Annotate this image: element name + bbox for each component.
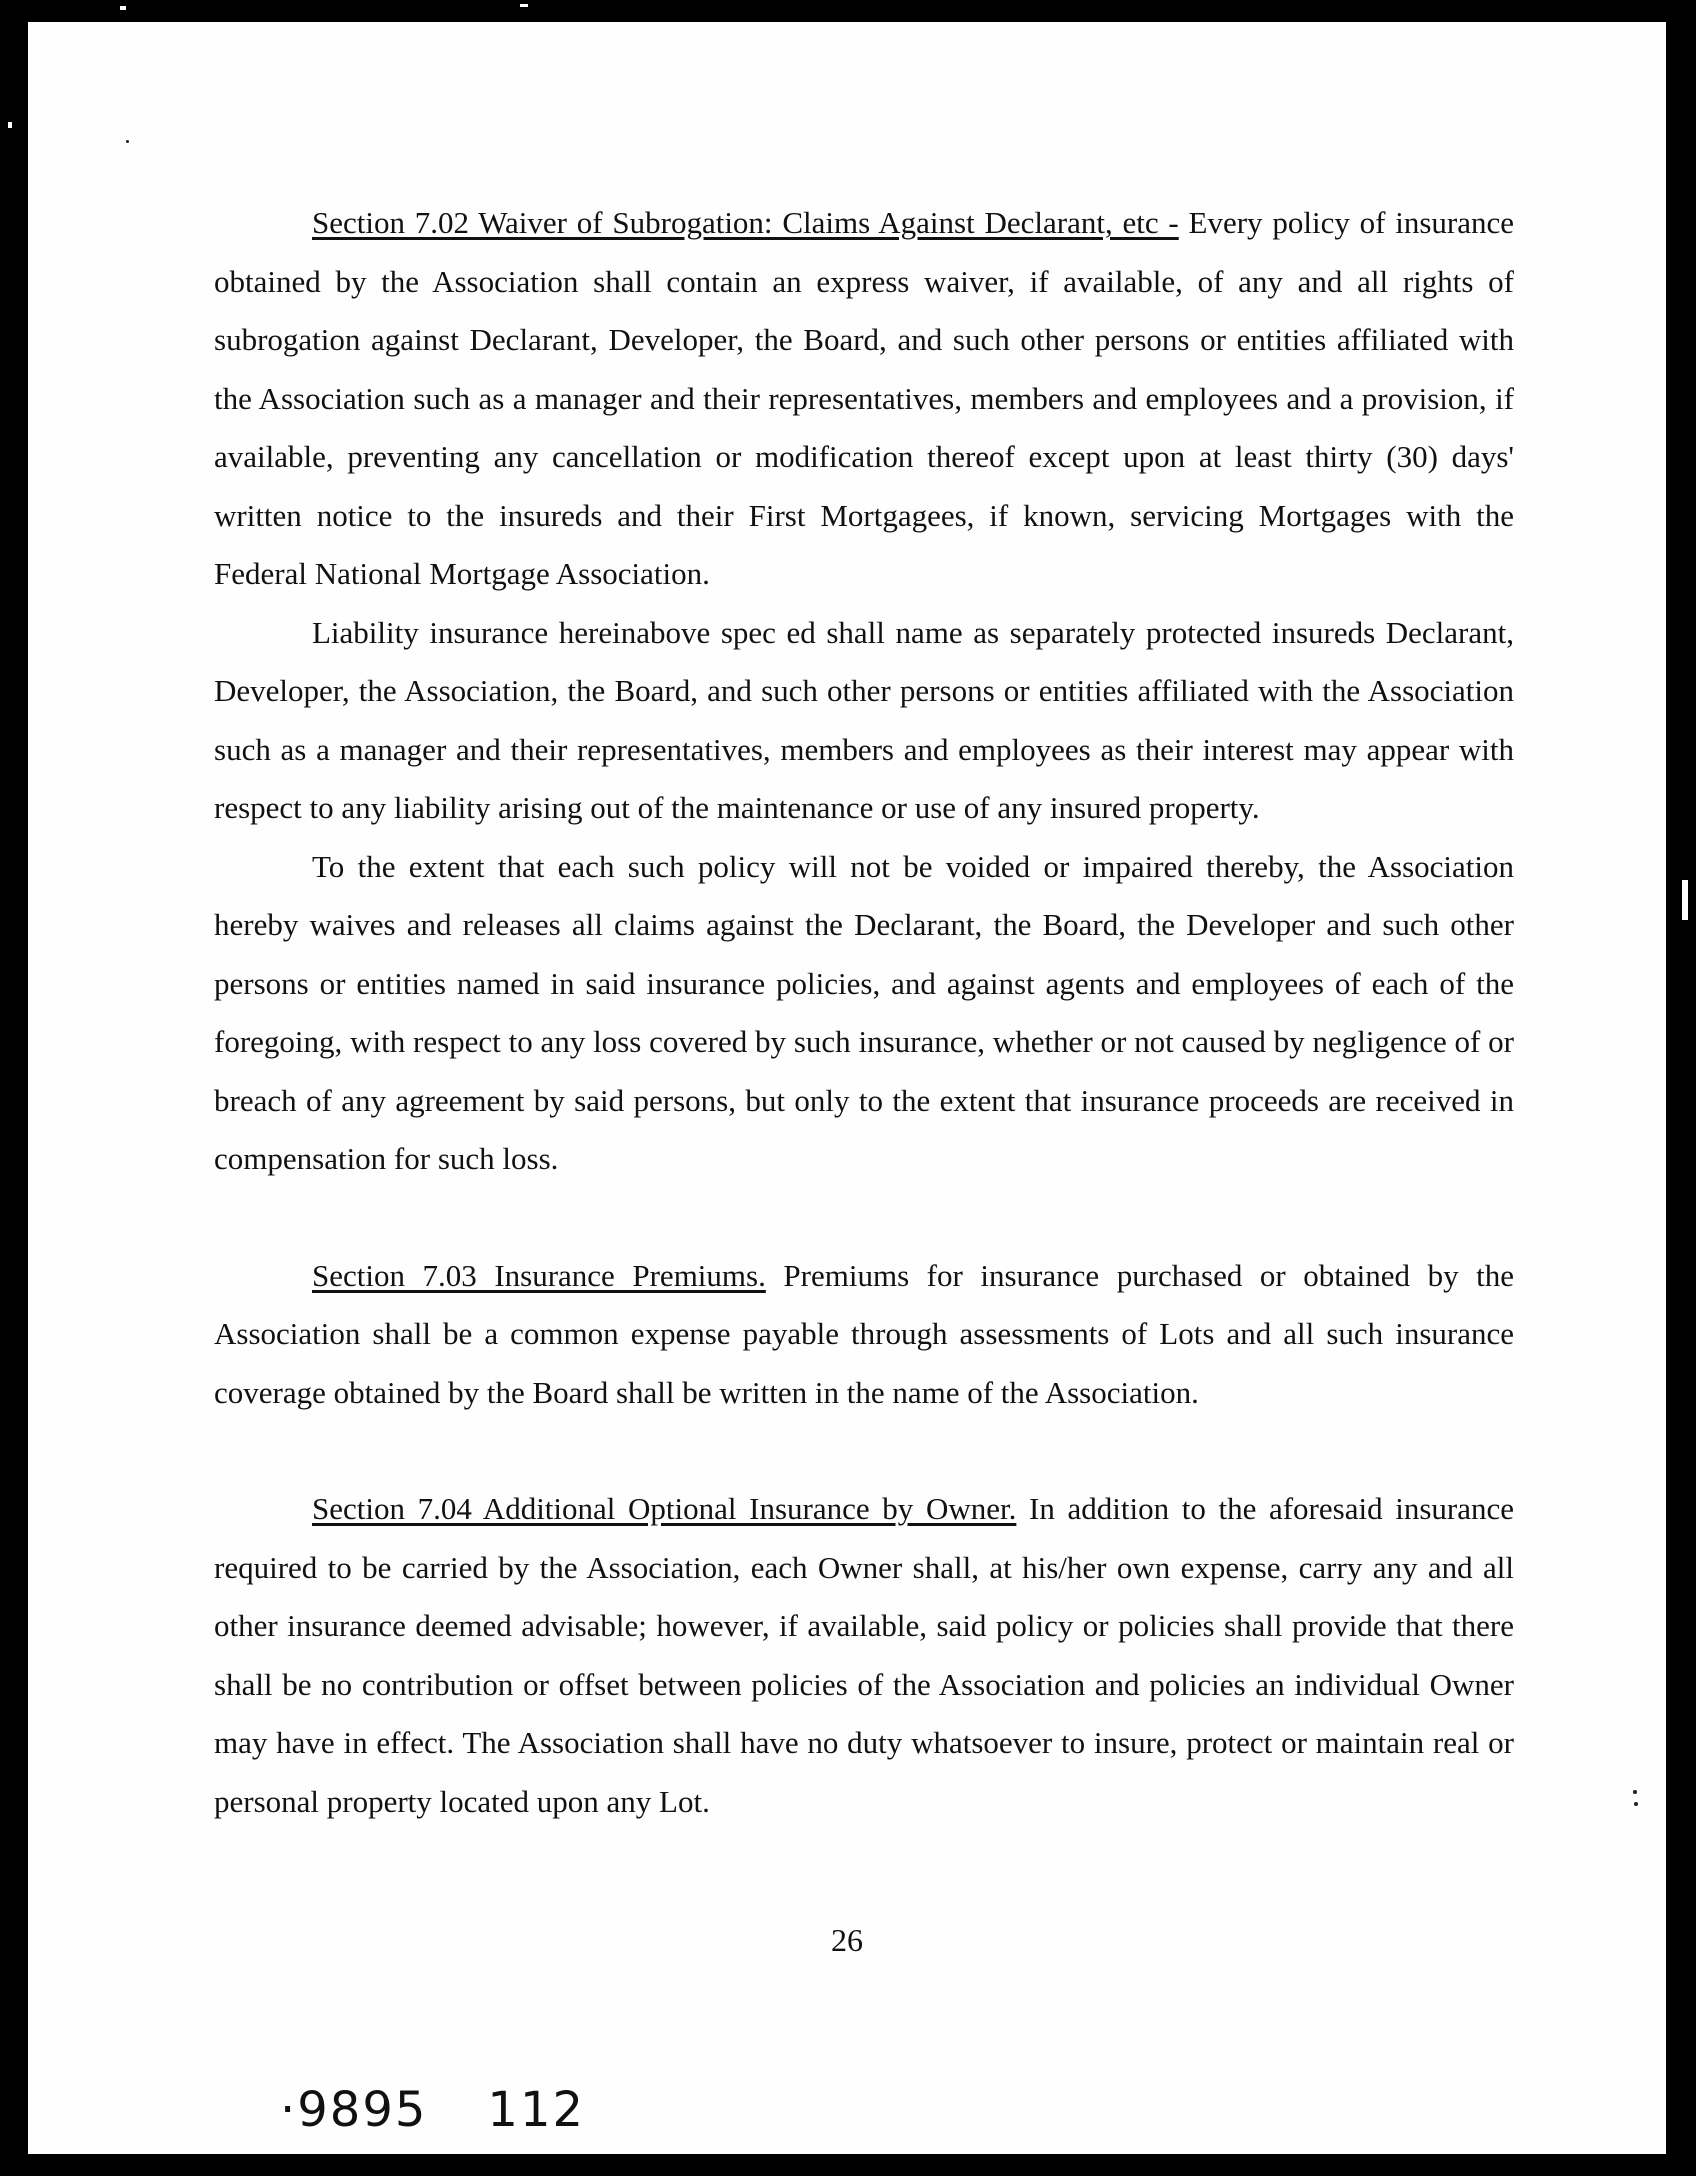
- document-body: [214, 194, 1514, 1831]
- scan-speck: [1634, 1802, 1638, 1806]
- stamp-prefix: ·: [280, 2082, 298, 2138]
- section-7-02-paragraph-2: Liability insurance hereinabove spec ed shall name as separately protected insureds Declarant, Developer, the Association, the Board, and such other persons or entities affiliated with the Association such as a manager and their representatives, members and employees as their interest may appear with respect to any liability arising out of the maintenance or use of any insured property.: [214, 614, 1514, 825]
- section-7-04-heading: Section 7.04 Additional Optional Insurance by Owner.: [312, 1491, 1017, 1526]
- scan-edge-mark: [8, 122, 12, 128]
- section-7-02-paragraph-3: To the extent that each such policy will not be voided or impaired thereby, the Association hereby waives and releases all claims against the Declarant, the Board, the Developer and such other persons or entities named in said insurance policies, and against agents and employees of each of the foregoing, with respect to any loss covered by such insurance, whether or not caused by negligence of or breach of any agreement by said persons, but only to the extent that insurance proceeds are received in compensation for such loss.: [214, 848, 1514, 1176]
- page-number: 26: [831, 1922, 863, 1958]
- scan-speck: [1633, 1790, 1637, 1794]
- section-7-02-text-1: Every policy of insurance obtained by the Association shall contain an express waiver, if available, of any and all rights of subrogation against Declarant, Developer, the Board, and such other persons or entities affiliated with the Association such as a manager and their representatives, members and employees and a provision, if available, preventing any cancellation or modification thereof except upon at least thirty (30) days' written notice to the insureds and their First Mortgagees, if known, servicing Mortgages with the Federal National Mortgage Association.: [214, 205, 1515, 591]
- scan-edge-mark: [120, 6, 126, 10]
- document-stamp-number: [280, 2082, 585, 2138]
- scan-edge-mark: [520, 4, 528, 7]
- section-7-02-paragraph-1: [214, 194, 1514, 604]
- document-page: [28, 22, 1666, 2154]
- stamp-number-2: 112: [487, 2082, 586, 2138]
- section-7-03-paragraph: [214, 1247, 1514, 1423]
- section-7-03-text: Premiums for insurance purchased or obtained by the Association shall be a common expense payable through assessments of Lots and all such insurance coverage obtained by the Board shall be written in the name of the Association.: [214, 1257, 1514, 1410]
- stamp-number-1: 9895: [297, 2082, 428, 2138]
- section-7-03-heading: Section 7.03 Insurance Premiums.: [312, 1257, 766, 1293]
- section-7-04-text: In addition to the aforesaid insurance required to be carried by the Association, each Owner shall, at his/her own expense, carry any and all other insurance deemed advisable; however, if available, said policy or policies shall provide that there shall be no contribution or offset between policies of the Association and policies an individual Owner may have in effect. The Association shall have no duty whatsoever to insure, protect or maintain real or personal property located upon any Lot.: [214, 1491, 1514, 1819]
- section-7-02-heading: Section 7.02 Waiver of Subrogation: Claims Against Declarant, etc -: [312, 205, 1179, 240]
- scan-edge-mark: [1682, 880, 1688, 920]
- section-7-04-paragraph: [214, 1480, 1514, 1831]
- scan-speck: [126, 140, 129, 143]
